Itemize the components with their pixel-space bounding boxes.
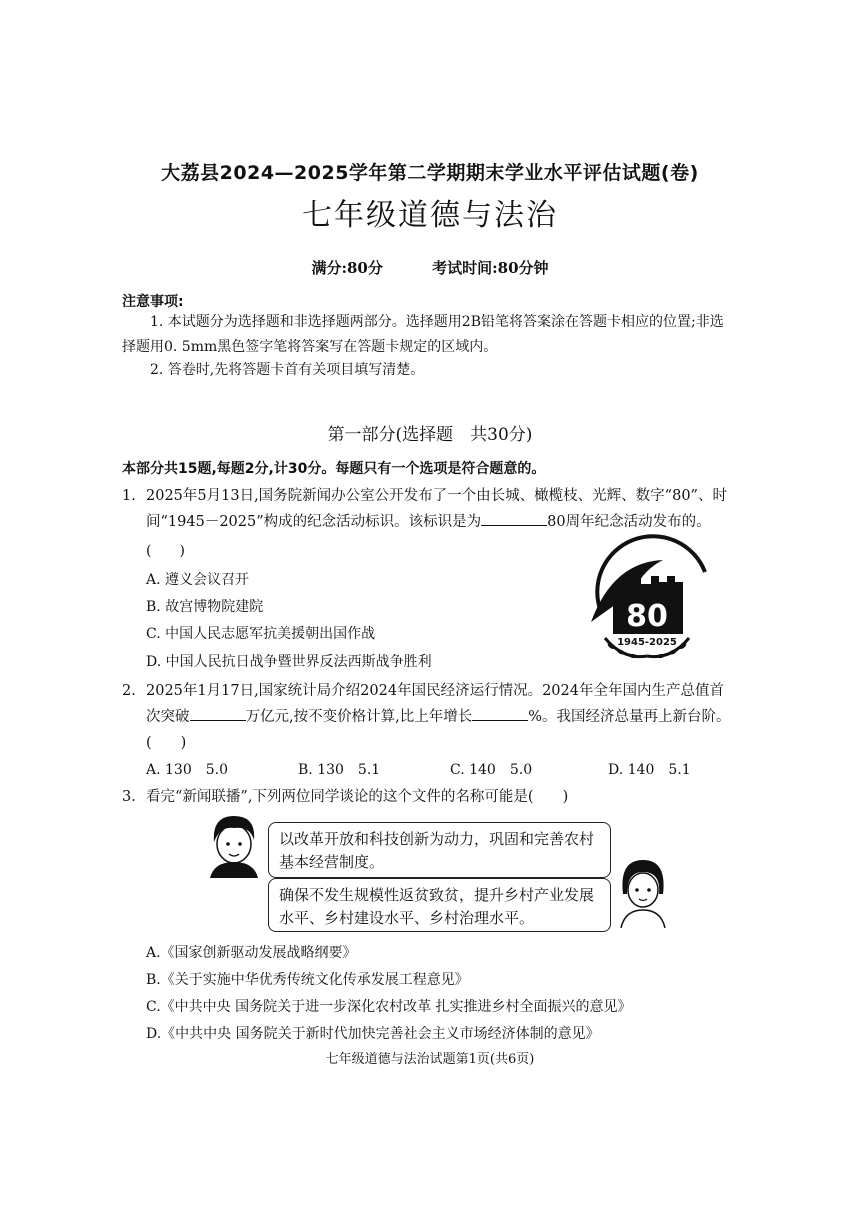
note-item-1: 1. 本试题分为选择题和非选择题两部分。选择题用2B铅笔将答案涂在答题卡相应的位置;非选择题用0. 5mm黑色签字笔将答案写在答题卡规定的区域内。 [122,314,724,355]
notes-heading: 注意事项: [122,294,184,310]
question-text: 2025年5月13日,国务院新闻办公室公开发布了一个由长城、橄榄枝、光辉、数字“80”、时间“1945－2025”构成的纪念活动标识。该标识是为 [146,488,727,530]
answer-parentheses: ( ) [146,543,185,559]
q1-option-c: C. 中国人民志愿军抗美援朝出国作战 [146,626,376,642]
question-2 [122,678,738,756]
speech-bubble-boy: 以改革开放和科技创新为动力，巩固和完善农村基本经营制度。 [268,822,611,878]
answer-blank [481,511,547,526]
q3-option-a: A.《国家创新驱动发展战略纲要》 [146,945,357,961]
q3-option-d: D.《中共中央 国务院关于新时代加快完善社会主义市场经济体制的意见》 [146,1026,600,1042]
q2-option-b: B. 130 5.1 [298,762,381,778]
q1-option-a: A. 遵义会议召开 [146,572,250,588]
question-number: 1. [122,488,136,504]
question-number: 2. [122,683,136,699]
q2-option-a: A. 130 5.0 [146,762,228,778]
question-3 [122,784,738,810]
answer-blank [190,706,246,721]
page-footer: 七年级道德与法治试题第1页(共6页) [325,1052,535,1067]
girl-student-illustration [615,854,671,928]
question-1 [122,483,738,535]
question-text: 看完“新闻联播”,下列两位同学谈论的这个文件的名称可能是( ) [146,789,569,805]
speech-bubble-girl: 确保不发生规模性返贫致贫，提升乡村产业发展水平、乡村建设水平、乡村治理水平。 [268,878,611,932]
logo-number: 80 [626,599,668,634]
boy-student-illustration [204,812,262,878]
score-time-line [0,257,860,278]
question-number: 3. [122,789,136,805]
q2-option-d: D. 140 5.1 [608,762,691,778]
exam-title: 大荔县2024—2025学年第二学期期末学业水平评估试题(卷) [161,162,699,184]
q2-option-c: C. 140 5.0 [450,762,533,778]
note-item-2: 2. 答卷时,先将答题卡首有关项目填写清楚。 [150,362,425,378]
question-text-cont: 万亿元,按不变价格计算,比上年增长 [245,709,473,725]
part-title: 第一部分(选择题 共30分) [327,425,533,445]
q1-option-b: B. 故宫博物院建院 [146,599,264,615]
answer-blank [472,706,528,721]
commemorative-logo [583,542,713,662]
question-text: 2025年1月17日,国家统计局介绍2024年国民经济运行情况。2024年全年国内生产总值首次突破 [146,683,724,725]
q3-option-b: B.《关于实施中华优秀传统文化传承发展工程意见》 [146,972,469,988]
q1-option-d: D. 中国人民抗日战争暨世界反法西斯战争胜利 [146,654,432,670]
part-description: 本部分共15题,每题2分,计30分。每题只有一个选项是符合题意的。 [122,461,546,477]
question-text-end: %。我国经济总量再上新台阶。( ) [146,709,731,751]
full-score: 满分:80分 [311,259,383,277]
exam-time: 考试时间:80分钟 [432,259,549,277]
logo-years: 1945-2025 [617,637,677,648]
subject-title: 七年级道德与法治 [302,198,558,233]
q3-option-c: C.《中共中央 国务院关于进一步深化农村改革 扎实推进乡村全面振兴的意见》 [146,999,632,1015]
question-text-cont: 80周年纪念活动发布的。 [547,514,711,530]
